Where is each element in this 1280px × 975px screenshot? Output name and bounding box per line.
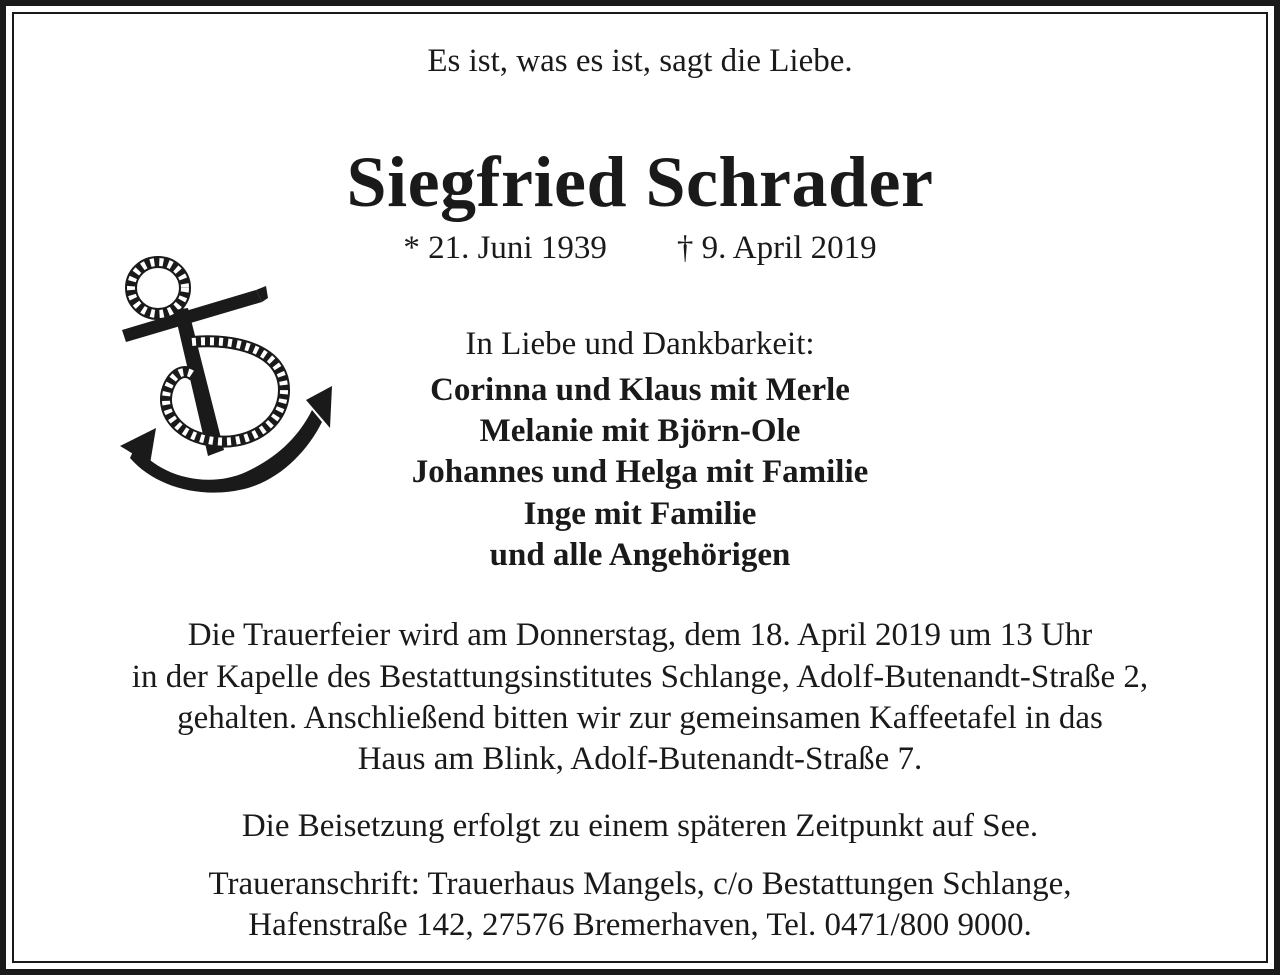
death-date: † 9. April 2019 [676,230,877,266]
mourners-intro: In Liebe und Dankbarkeit: [465,326,815,362]
mourner-line: Johannes und Helga mit Familie [411,454,869,490]
mourner-line: Melanie mit Björn-Ole [479,413,801,449]
burial-notice: Die Beisetzung erfolgt zu einem späteren Zeitpunkt auf See. [241,808,1039,844]
ceremony-text-line: Haus am Blink, Adolf-Butenandt-Straße 7. [357,741,923,777]
ceremony-text-line: in der Kapelle des Bestattungsinstitutes Schlange, Adolf-Butenandt-Straße 2, [131,659,1149,695]
mourner-line: Corinna und Klaus mit Merle [430,372,850,408]
mourner-line: Inge mit Familie [523,496,757,532]
birth-date: * 21. Juni 1939 [403,230,607,266]
ceremony-text-line: Die Trauerfeier wird am Donnerstag, dem 18. April 2019 um 13 Uhr [187,617,1093,653]
ceremony-text-line: gehalten. Anschließend bitten wir zur gemeinsamen Kaffeetafel in das [177,700,1103,736]
deceased-name: Siegfried Schrader [346,142,934,222]
motto: Es ist, was es ist, sagt die Liebe. [427,43,853,79]
mourning-address-line: Traueranschrift: Trauerhaus Mangels, c/o Bestattungen Schlange, [208,866,1072,902]
mourner-line: und alle Angehörigen [489,537,791,573]
mourning-address-line: Hafenstraße 142, 27576 Bremerhaven, Tel. 0471/800 9000. [248,907,1032,943]
